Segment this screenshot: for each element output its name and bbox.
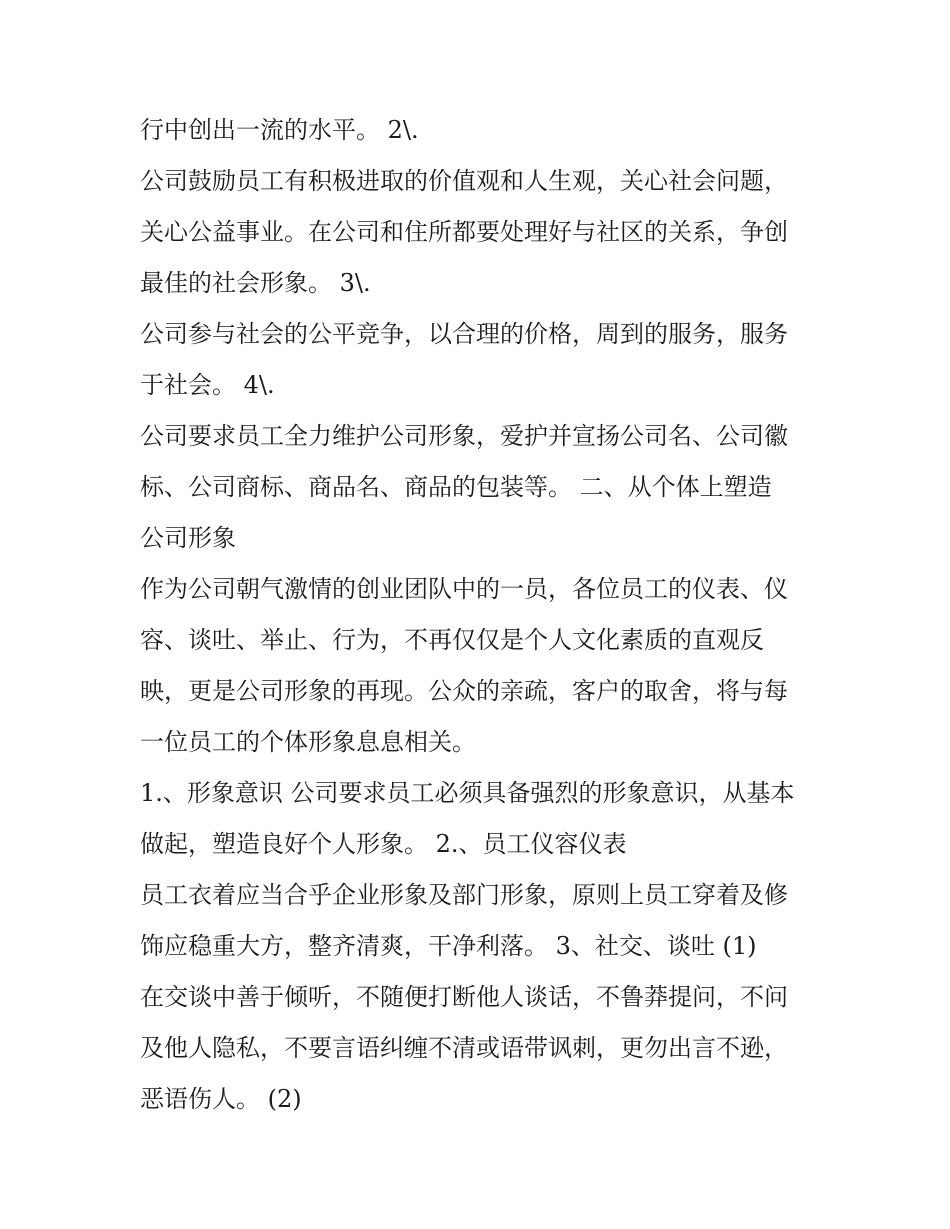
text-line-18: 在交谈中善于倾听，不随便打断他人谈话，不鲁莽提问，不问	[140, 983, 788, 1011]
text-line-7: 公司要求员工全力维护公司形象，爱护并宣扬公司名、公司徽	[140, 422, 788, 450]
text-line-4: 最佳的社会形象。 3\.	[140, 269, 371, 297]
text-line-12: 映，更是公司形象的再现。公众的亲疏，客户的取舍，将与每	[140, 677, 788, 705]
text-line-13: 一位员工的个体形象息息相关。	[140, 728, 476, 756]
text-line-11: 容、谈吐、举止、行为，不再仅仅是个人文化素质的直观反	[140, 626, 764, 654]
text-line-1: 行中创出一流的水平。 2\.	[140, 116, 419, 144]
text-line-16: 员工衣着应当合乎企业形象及部门形象，原则上员工穿着及修	[140, 881, 788, 909]
text-line-5: 公司参与社会的公平竞争，以合理的价格，周到的服务，服务	[140, 320, 788, 348]
text-line-19: 及他人隐私，不要言语纠缠不清或语带讽刺，更勿出言不逊，	[140, 1034, 788, 1062]
text-line-9: 公司形象	[140, 524, 236, 552]
text-line-3: 关心公益事业。在公司和住所都要处理好与社区的关系，争创	[140, 218, 788, 246]
text-line-10: 作为公司朝气激情的创业团队中的一员，各位员工的仪表、仪	[140, 575, 788, 603]
text-line-6: 于社会。 4\.	[140, 371, 275, 399]
text-line-17: 饰应稳重大方，整齐清爽，干净利落。 3、社交、谈吐 (1)	[140, 932, 757, 960]
text-line-15: 做起，塑造良好个人形象。 2.、员工仪容仪表	[140, 830, 627, 858]
text-line-20: 恶语伤人。 (2)	[140, 1085, 302, 1113]
text-line-2: 公司鼓励员工有积极进取的价值观和人生观，关心社会问题，	[140, 167, 788, 195]
text-line-14: 1.、形象意识 公司要求员工必须具备强烈的形象意识，从基本	[140, 779, 795, 807]
document-body	[140, 105, 820, 1125]
text-line-8: 标、公司商标、商品名、商品的包装等。 二、从个体上塑造	[140, 473, 772, 501]
